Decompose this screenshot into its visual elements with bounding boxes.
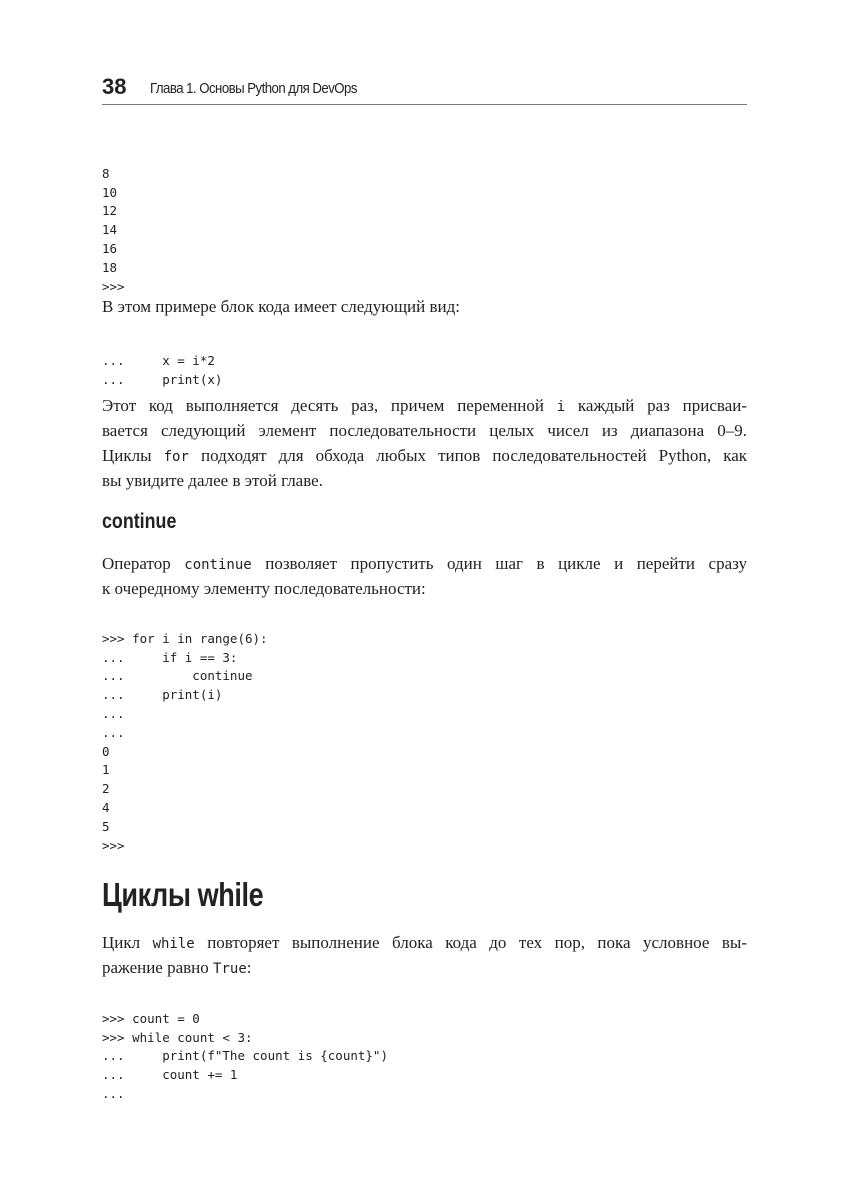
inline-code: while [152,936,195,952]
code-line: 8 [102,165,110,181]
code-line: ... print(x) [102,371,223,387]
code-line: >>> [102,837,125,853]
code-line: ... print(i) [102,687,223,703]
paragraph [102,393,747,493]
paragraph [102,930,747,980]
text: ражение равно [102,958,214,977]
code-line: 2 [102,781,110,797]
page-number: 38 [102,74,127,99]
code-block-continue [102,611,268,874]
code-line: ... count += 1 [102,1067,238,1083]
paragraph-line: вы увидите далее в этой главе. [102,471,323,490]
text: позволяет пропустить один шаг в цикле и перейти сразу [251,554,748,573]
code-line: 0 [102,743,110,759]
section-heading-continue: continue [102,510,177,533]
code-line: 14 [102,222,118,238]
code-line: ... x = i*2 [102,352,215,368]
paragraph-line: В этом примере блок кода имеет следующий вид: [102,297,460,316]
code-line: ... print(f"The count is {count}") [102,1048,388,1064]
paragraph [102,551,747,601]
paragraph [102,294,747,319]
section-heading-while: Циклы while [102,876,264,913]
code-line: 1 [102,762,110,778]
paragraph-line: к очередному элементу последовательности: [102,579,426,598]
text: каждый раз присваи- [565,396,747,415]
paragraph-line [102,930,747,955]
code-line: 12 [102,203,118,219]
code-line: >>> [102,278,125,294]
text: Оператор [102,554,185,573]
code-line: >>> while count < 3: [102,1029,253,1045]
code-line: >>> for i in range(6): [102,630,268,646]
code-line: 5 [102,818,110,834]
code-line: ... continue [102,668,253,684]
code-block-while [102,991,388,1123]
code-line: ... if i == 3: [102,649,238,665]
inline-code: continue [184,557,252,573]
text: Этот код выполняется десять раз, причем переменной [102,396,557,415]
paragraph-line [102,551,747,576]
code-line: 18 [102,259,118,275]
text: Цикл [102,933,153,952]
code-line: ... [102,1085,125,1101]
text: подходят для обхода любых типов последовательностей Python, как [188,446,747,465]
paragraph-line: вается следующий элемент последовательности целых чисел из диапазона 0–9. [102,421,747,440]
paragraph-line [102,393,747,418]
inline-code: True [213,961,247,977]
header-rule [102,104,747,105]
code-line: >>> count = 0 [102,1010,200,1026]
paragraph-line [102,443,747,468]
text: повторяет выполнение блока кода до тех пор, пока условное вы- [194,933,747,952]
paragraph-line [102,955,747,980]
text: Циклы [102,446,164,465]
code-line: ... [102,705,125,721]
code-line: ... [102,724,125,740]
running-header: Глава 1. Основы Python для DevOps [150,80,357,97]
inline-code: i [556,399,566,415]
code-line: 4 [102,799,110,815]
inline-code: for [163,449,189,465]
code-block-output [102,146,125,315]
code-line: 10 [102,184,118,200]
code-line: 16 [102,240,118,256]
text: : [246,958,252,977]
